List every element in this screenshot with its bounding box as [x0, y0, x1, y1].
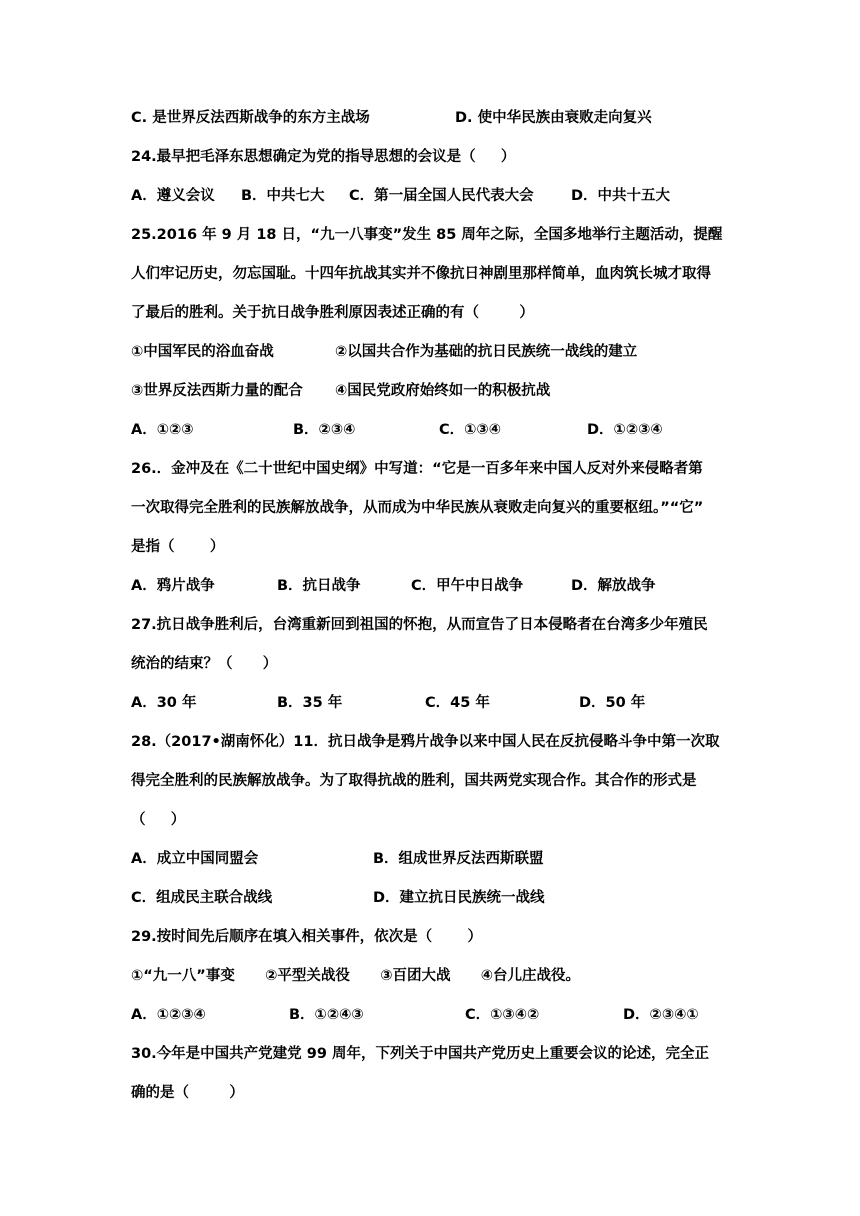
q25-statement-4: ④国民党政府始终如一的积极抗战 — [335, 383, 551, 399]
q28-option-c: C．组成民主联合战线 — [131, 890, 273, 906]
q25-statement-2: ②以国共合作为基础的抗日民族统一战线的建立 — [335, 344, 638, 360]
q29-statements: ①“九一八”事变 ②平型关战役 ③百团大战 ④台儿庄战役。 — [131, 968, 581, 984]
q28-option-d: D．建立抗日民族统一战线 — [373, 890, 545, 906]
q24-option-d: D．中共十五大 — [571, 188, 671, 204]
q29-stem: 29.按时间先后顺序在填入相关事件，依次是（ ） — [131, 929, 483, 945]
q25-stem-line-3: 了最后的胜利。关于抗日战争胜利原因表述正确的有（ ） — [131, 305, 534, 321]
q29-option-a: A．①②③④ — [131, 1007, 206, 1023]
q26-option-b: B．抗日战争 — [277, 578, 361, 594]
q25-stem-line-2: 人们牢记历史，勿忘国耻。十四年抗战其实并不像抗日神剧里那样简单，血肉筑长城才取得 — [131, 266, 711, 282]
q28-stem-line-2: 得完全胜利的民族解放战争。为了取得抗战的胜利，国共两党实现合作。其合作的形式是 — [131, 773, 697, 789]
q28-option-b: B．组成世界反法西斯联盟 — [373, 851, 544, 867]
q25-stem-line-1: 25.2016 年 9 月 18 日，“九一八事变”发生 85 周年之际，全国多地举行主题活动，提醒 — [131, 227, 723, 243]
q29-option-d: D．②③④① — [623, 1007, 699, 1023]
q29-option-b: B．①②④③ — [289, 1007, 364, 1023]
q27-option-b: B．35 年 — [277, 695, 343, 711]
q29-option-c: C．①③④② — [465, 1007, 540, 1023]
q24-option-c: C．第一届全国人民代表大会 — [349, 188, 534, 204]
q26-stem-line-2: 一次取得完全胜利的民族解放战争，从而成为中华民族从衰败走向复兴的重要枢纽。”“它” — [131, 500, 704, 516]
q23-option-d: D. 使中华民族由衰败走向复兴 — [455, 110, 652, 126]
q25-option-c: C．①③④ — [439, 422, 501, 438]
q27-stem-line-1: 27.抗日战争胜利后，台湾重新回到祖国的怀抱，从而宣告了日本侵略者在台湾多少年殖民 — [131, 617, 708, 633]
q26-option-a: A．鸦片战争 — [131, 578, 215, 594]
q25-option-b: B．②③④ — [293, 422, 356, 438]
q26-stem-line-1: 26.．金冲及在《二十世纪中国史纲》中写道：“它是一百多年来中国人反对外来侵略者第 — [131, 461, 703, 477]
q25-option-a: A．①②③ — [131, 422, 194, 438]
q28-stem-line-3: （ ） — [131, 812, 186, 828]
q30-stem-line-2: 确的是（ ） — [131, 1085, 244, 1101]
q26-option-c: C．甲午中日战争 — [411, 578, 524, 594]
q25-statement-3: ③世界反法西斯力量的配合 — [131, 383, 303, 399]
q27-stem-line-2: 统治的结束？（ ） — [131, 656, 278, 672]
q25-statement-1: ①中国军民的浴血奋战 — [131, 344, 274, 360]
q24-option-b: B．中共七大 — [241, 188, 325, 204]
q26-stem-line-3: 是指（ ） — [131, 539, 225, 555]
q25-option-d: D．①②③④ — [587, 422, 663, 438]
q28-option-a: A．成立中国同盟会 — [131, 851, 259, 867]
q24-stem: 24.最早把毛泽东思想确定为党的指导思想的会议是（ ） — [131, 149, 516, 165]
q27-option-d: D．50 年 — [579, 695, 646, 711]
q27-option-a: A．30 年 — [131, 695, 197, 711]
q27-option-c: C．45 年 — [425, 695, 490, 711]
q23-option-c: C. 是世界反法西斯战争的东方主战场 — [131, 110, 370, 126]
q26-option-d: D．解放战争 — [571, 578, 656, 594]
q30-stem-line-1: 30.今年是中国共产党建党 99 周年，下列关于中国共产党历史上重要会议的论述，完全正 — [131, 1046, 709, 1062]
q24-option-a: A．遵义会议 — [131, 188, 215, 204]
q28-stem-line-1: 28.（2017•湖南怀化）11．抗日战争是鸦片战争以来中国人民在反抗侵略斗争中第一次取 — [131, 734, 720, 750]
